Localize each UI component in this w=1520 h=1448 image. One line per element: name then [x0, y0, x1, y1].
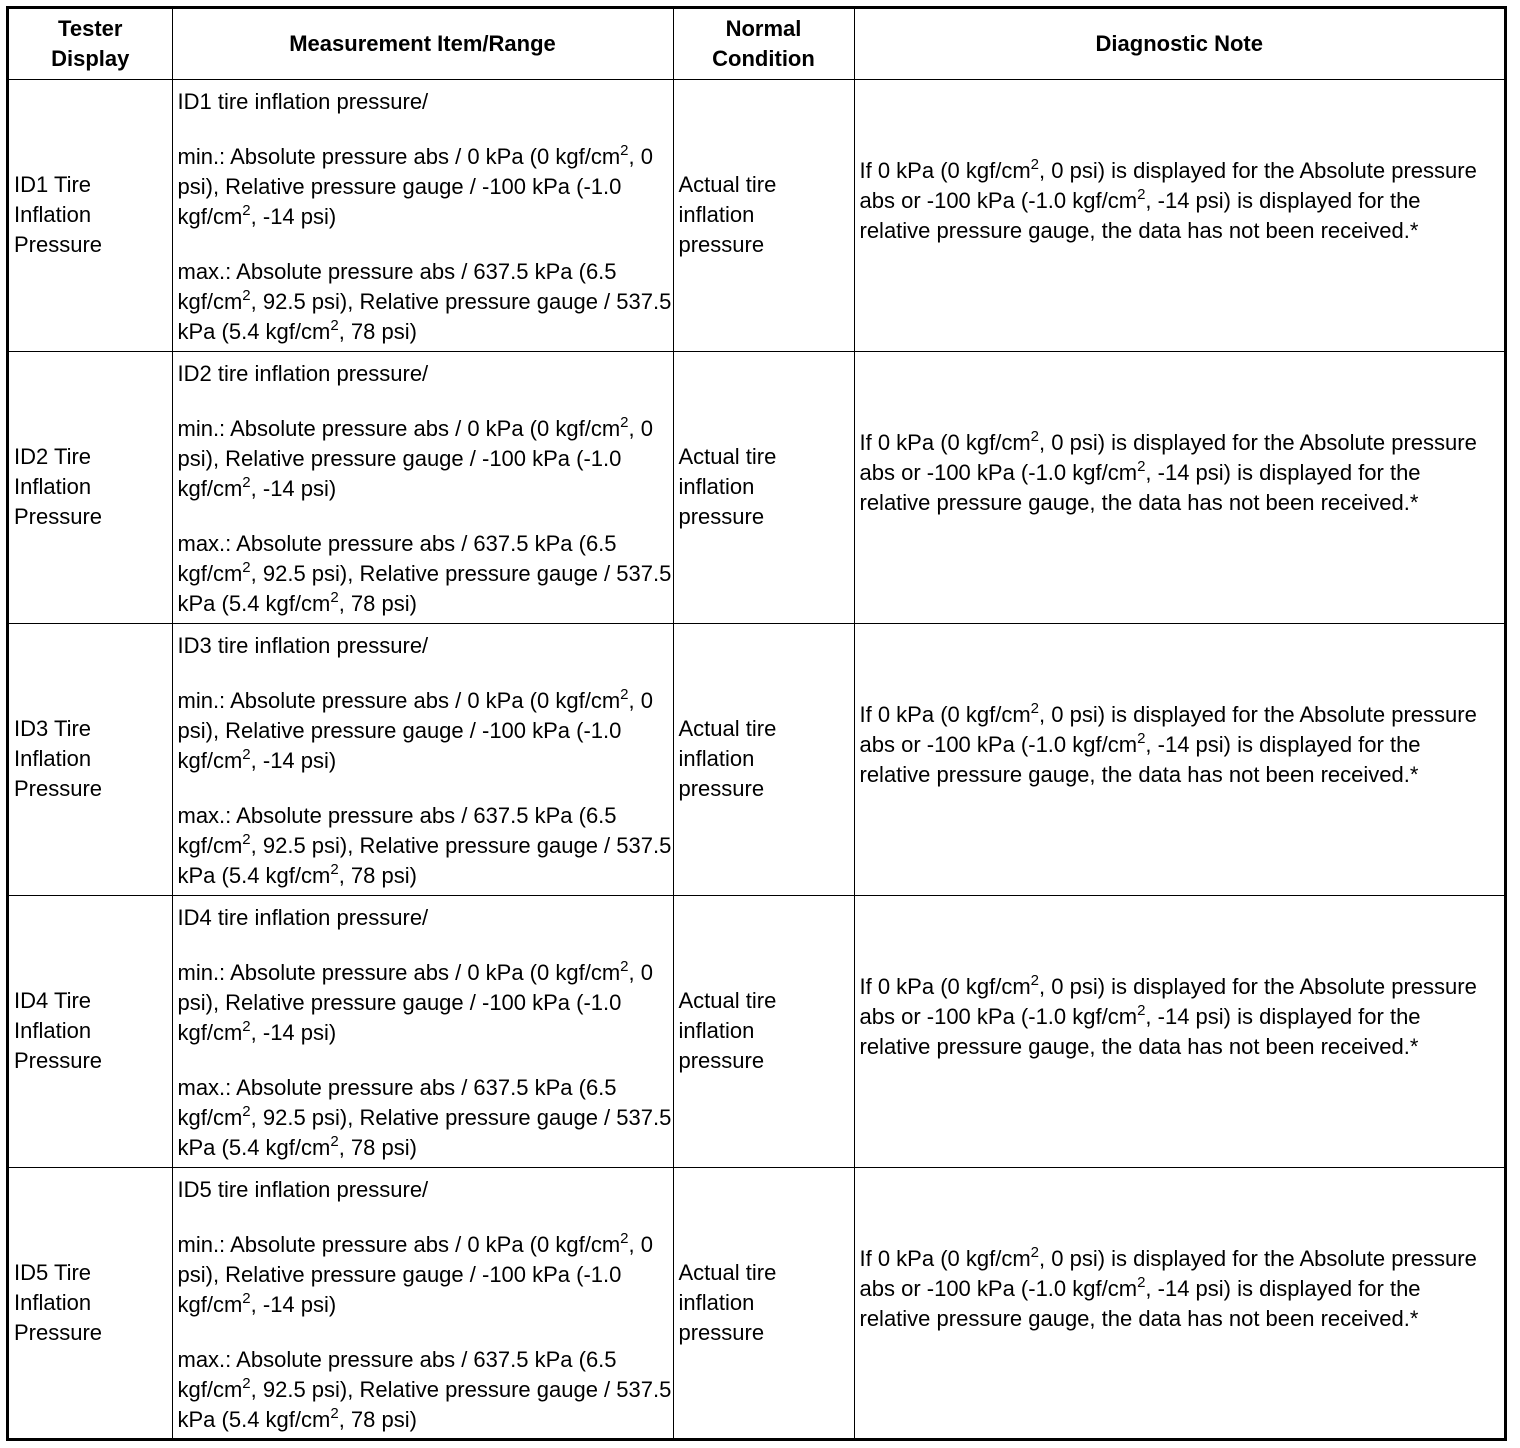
tester-display-cell: ID5 Tire Inflation Pressure [9, 1167, 172, 1439]
tester-display-cell: ID1 Tire Inflation Pressure [9, 79, 172, 351]
superscript: 2 [1030, 1243, 1040, 1261]
diagnostic-note-cell [854, 79, 1504, 351]
superscript: 2 [1137, 457, 1146, 475]
header-measurement-item: Measurement Item/Range [172, 9, 673, 79]
header-row [9, 9, 1504, 79]
superscript: 2 [1030, 971, 1040, 989]
text-fragment: , 78 psi) [338, 1134, 417, 1160]
superscript: 2 [242, 201, 251, 219]
superscript: 2 [242, 473, 251, 491]
text-fragment: , 0 psi), Relative pressure gauge / -100 kPa (-1.0 kgf/cm [177, 1231, 653, 1317]
text-fragment: , 0 psi) is displayed for the Absolute pressure abs or -100 kPa (-1.0 kgf/cm [859, 973, 1477, 1029]
table-row [9, 1167, 1504, 1439]
superscript: 2 [242, 1017, 251, 1035]
text-fragment: If 0 kPa (0 kgf/cm [859, 701, 1031, 727]
measurement-range-cell [172, 1167, 673, 1439]
text-fragment: , 92.5 psi), Relative pressure gauge / 537.5 kPa (5.4 kgf/cm [177, 288, 672, 344]
superscript: 2 [1030, 155, 1040, 173]
text-fragment: max.: Absolute pressure abs / 637.5 kPa (6.5 kgf/cm [177, 530, 617, 586]
superscript: 2 [330, 316, 339, 334]
superscript: 2 [620, 685, 629, 703]
text-fragment: , 0 psi), Relative pressure gauge / -100 kPa (-1.0 kgf/cm [177, 959, 653, 1045]
text-fragment: min.: Absolute pressure abs / 0 kPa (0 kgf/cm [177, 143, 621, 169]
range-min [178, 958, 673, 1048]
diagnostic-note-cell [854, 895, 1504, 1167]
tire-pressure-table [9, 9, 1504, 1439]
normal-condition-cell: Actual tire inflation pressure [673, 1167, 854, 1439]
text-fragment: , 78 psi) [338, 318, 417, 344]
normal-condition-cell: Actual tire inflation pressure [673, 79, 854, 351]
text-fragment: , 0 psi), Relative pressure gauge / -100 kPa (-1.0 kgf/cm [177, 687, 653, 773]
range-title: ID3 tire inflation pressure/ [177, 632, 429, 658]
text-fragment: , -14 psi) [250, 1291, 337, 1317]
text-fragment: , -14 psi) [250, 475, 337, 501]
text-fragment: , 78 psi) [338, 590, 417, 616]
measurement-range-cell [172, 351, 673, 623]
text-fragment: max.: Absolute pressure abs / 637.5 kPa (6.5 kgf/cm [177, 1346, 617, 1402]
text-fragment: , 0 psi) is displayed for the Absolute pressure abs or -100 kPa (-1.0 kgf/cm [859, 157, 1477, 213]
range-title: ID4 tire inflation pressure/ [177, 904, 429, 930]
superscript: 2 [330, 860, 339, 878]
normal-condition-cell: Actual tire inflation pressure [673, 623, 854, 895]
normal-condition-cell: Actual tire inflation pressure [673, 895, 854, 1167]
text-fragment: min.: Absolute pressure abs / 0 kPa (0 kgf/cm [177, 959, 621, 985]
text-fragment: , -14 psi) [250, 203, 337, 229]
superscript: 2 [1030, 699, 1040, 717]
table-row [9, 79, 1504, 351]
text-fragment: , 92.5 psi), Relative pressure gauge / 537.5 kPa (5.4 kgf/cm [177, 1104, 672, 1160]
superscript: 2 [242, 830, 251, 848]
range-min [178, 414, 673, 504]
text-fragment: , 0 psi), Relative pressure gauge / -100 kPa (-1.0 kgf/cm [177, 415, 653, 501]
text-fragment: , -14 psi) is displayed for the relative pressure gauge, the data has not been received.* [859, 459, 1421, 515]
text-fragment: If 0 kPa (0 kgf/cm [859, 429, 1031, 455]
superscript: 2 [330, 1404, 339, 1422]
normal-condition-cell: Actual tire inflation pressure [673, 351, 854, 623]
text-fragment: , -14 psi) [250, 1019, 337, 1045]
superscript: 2 [242, 1289, 251, 1307]
text-fragment: , 0 psi), Relative pressure gauge / -100 kPa (-1.0 kgf/cm [177, 143, 653, 229]
tester-display-cell: ID3 Tire Inflation Pressure [9, 623, 172, 895]
superscript: 2 [620, 141, 629, 159]
measurement-range-cell [172, 79, 673, 351]
tester-display-cell: ID4 Tire Inflation Pressure [9, 895, 172, 1167]
range-min [178, 1230, 673, 1320]
superscript: 2 [620, 413, 629, 431]
header-diagnostic-note: Diagnostic Note [854, 9, 1504, 79]
superscript: 2 [1137, 1001, 1146, 1019]
text-fragment: , -14 psi) is displayed for the relative pressure gauge, the data has not been received.* [859, 1275, 1421, 1331]
range-title: ID5 tire inflation pressure/ [177, 1176, 429, 1202]
range-max [178, 529, 673, 619]
text-fragment: If 0 kPa (0 kgf/cm [859, 973, 1031, 999]
range-min [178, 142, 673, 232]
text-fragment: , -14 psi) is displayed for the relative pressure gauge, the data has not been received.* [859, 1003, 1421, 1059]
text-fragment: , 92.5 psi), Relative pressure gauge / 537.5 kPa (5.4 kgf/cm [177, 832, 672, 888]
superscript: 2 [1137, 185, 1146, 203]
text-fragment: , -14 psi) [250, 747, 337, 773]
text-fragment: , 78 psi) [338, 1406, 417, 1432]
superscript: 2 [242, 558, 251, 576]
range-title: ID2 tire inflation pressure/ [177, 360, 429, 386]
text-fragment: max.: Absolute pressure abs / 637.5 kPa (6.5 kgf/cm [177, 1074, 617, 1130]
superscript: 2 [242, 1102, 251, 1120]
superscript: 2 [1137, 1273, 1146, 1291]
text-fragment: , 92.5 psi), Relative pressure gauge / 537.5 kPa (5.4 kgf/cm [177, 560, 672, 616]
text-fragment: , 78 psi) [338, 862, 417, 888]
range-max [178, 801, 673, 891]
table-row [9, 351, 1504, 623]
data-list-table [6, 6, 1507, 1441]
superscript: 2 [620, 1229, 629, 1247]
header-normal-condition: Normal Condition [673, 9, 854, 79]
text-fragment: min.: Absolute pressure abs / 0 kPa (0 kgf/cm [177, 1231, 621, 1257]
text-fragment: min.: Absolute pressure abs / 0 kPa (0 kgf/cm [177, 415, 621, 441]
table-row [9, 623, 1504, 895]
text-fragment: , 0 psi) is displayed for the Absolute pressure abs or -100 kPa (-1.0 kgf/cm [859, 701, 1477, 757]
measurement-range-cell [172, 895, 673, 1167]
superscript: 2 [242, 286, 251, 304]
text-fragment: , -14 psi) is displayed for the relative pressure gauge, the data has not been received.* [859, 731, 1421, 787]
header-tester-display: Tester Display [9, 9, 172, 79]
range-title: ID1 tire inflation pressure/ [177, 88, 429, 114]
diagnostic-note-cell [854, 1167, 1504, 1439]
range-min [178, 686, 673, 776]
superscript: 2 [330, 1132, 339, 1150]
text-fragment: min.: Absolute pressure abs / 0 kPa (0 kgf/cm [177, 687, 621, 713]
range-max [178, 1345, 673, 1435]
text-fragment: , 92.5 psi), Relative pressure gauge / 537.5 kPa (5.4 kgf/cm [177, 1376, 672, 1432]
superscript: 2 [242, 745, 251, 763]
text-fragment: If 0 kPa (0 kgf/cm [859, 157, 1031, 183]
superscript: 2 [620, 957, 629, 975]
text-fragment: max.: Absolute pressure abs / 637.5 kPa (6.5 kgf/cm [177, 258, 617, 314]
text-fragment: max.: Absolute pressure abs / 637.5 kPa (6.5 kgf/cm [177, 802, 617, 858]
measurement-range-cell [172, 623, 673, 895]
range-max [178, 1073, 673, 1163]
table-row [9, 895, 1504, 1167]
text-fragment: , 0 psi) is displayed for the Absolute pressure abs or -100 kPa (-1.0 kgf/cm [859, 429, 1477, 485]
text-fragment: , -14 psi) is displayed for the relative pressure gauge, the data has not been received.* [859, 187, 1421, 243]
text-fragment: , 0 psi) is displayed for the Absolute pressure abs or -100 kPa (-1.0 kgf/cm [859, 1245, 1477, 1301]
superscript: 2 [1137, 729, 1146, 747]
text-fragment: If 0 kPa (0 kgf/cm [859, 1245, 1031, 1271]
diagnostic-note-cell [854, 351, 1504, 623]
tester-display-cell: ID2 Tire Inflation Pressure [9, 351, 172, 623]
superscript: 2 [242, 1374, 251, 1392]
diagnostic-note-cell [854, 623, 1504, 895]
superscript: 2 [1030, 427, 1040, 445]
superscript: 2 [330, 588, 339, 606]
range-max [178, 257, 673, 347]
